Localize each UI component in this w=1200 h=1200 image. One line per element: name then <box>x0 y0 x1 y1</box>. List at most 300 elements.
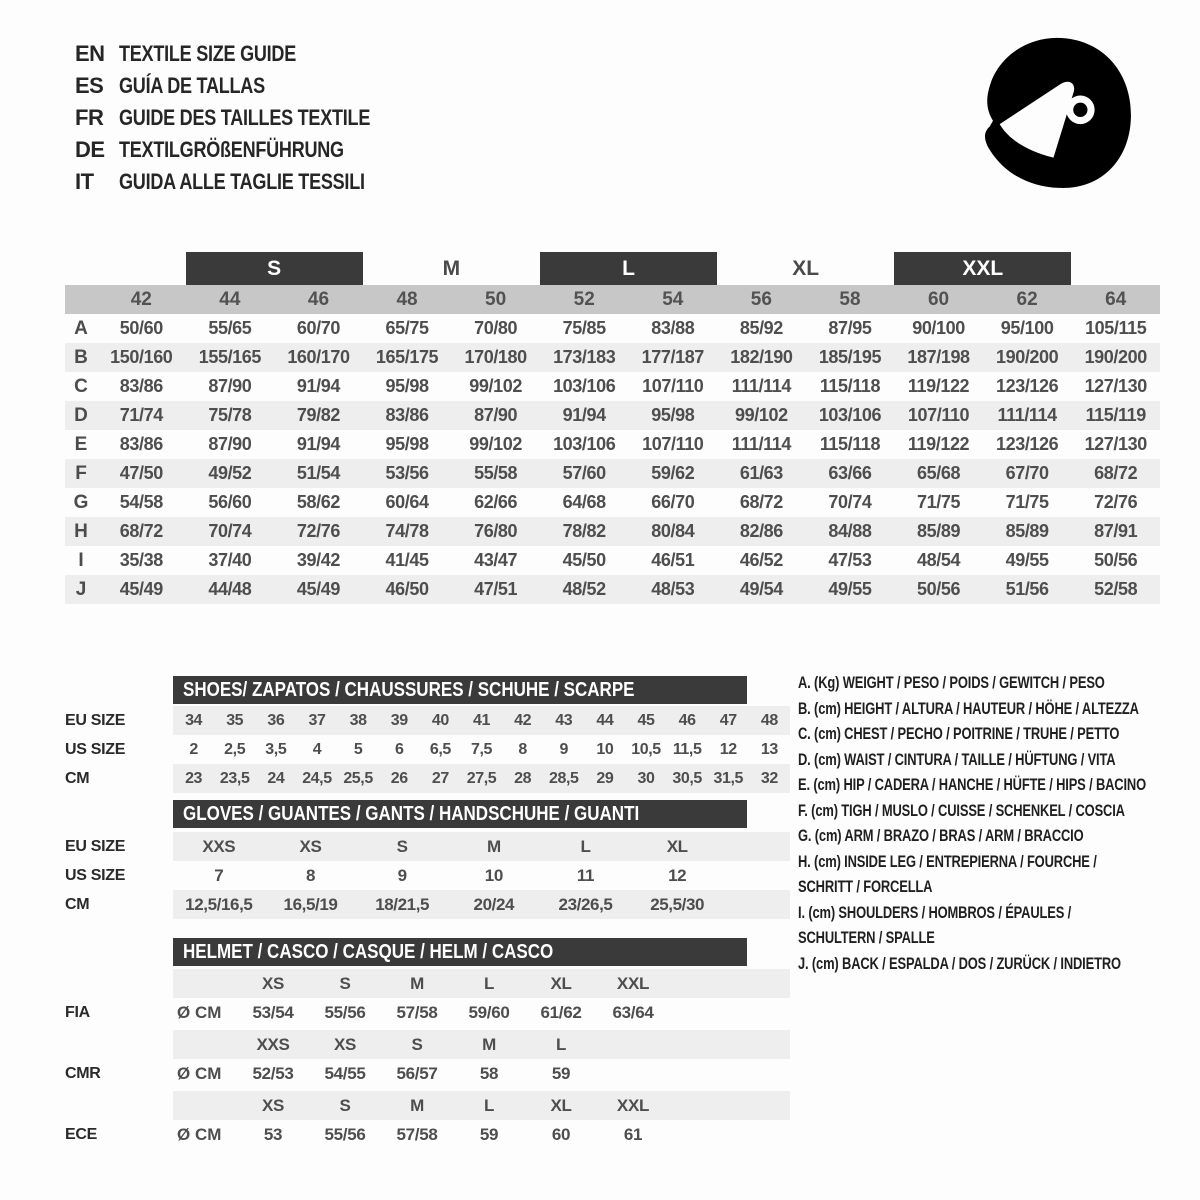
glove-us-size: 8 <box>305 865 316 885</box>
helmet-size-header: M <box>482 1034 496 1054</box>
measurement-value: 87/90 <box>208 434 252 454</box>
diameter-cm-label: Ø CM <box>177 1063 222 1083</box>
measurement-value: 46/51 <box>651 550 695 570</box>
helmet-size-table <box>65 938 790 1152</box>
us-size-label: US SIZE <box>65 740 126 758</box>
glove-eu-size: XS <box>299 836 322 856</box>
measurement-value: 91/94 <box>296 434 340 454</box>
legend-line: SCHRITT / FORCELLA <box>798 877 933 896</box>
measurement-value: 87/91 <box>1094 521 1138 541</box>
helmet-diameter-value: 57/58 <box>396 1002 438 1022</box>
shoe-cm-size: 28 <box>514 769 532 787</box>
size-column-header: 60 <box>927 288 950 310</box>
shoes-table-header <box>173 676 747 704</box>
legend-line: B. (cm) HEIGHT / ALTURA / HAUTEUR / HÖHE / ALTEZZA <box>798 698 1139 718</box>
measurement-value: 70/80 <box>474 318 518 338</box>
helmet-value-row <box>65 998 790 1027</box>
language-code: EN <box>75 41 105 66</box>
legend-line: F. (cm) TIGH / MUSLO / CUISSE / SCHENKEL / COSCIA <box>798 800 1125 820</box>
legend-line: A. (Kg) WEIGHT / PESO / POIDS / GEWITCH / PESO <box>798 673 1105 692</box>
helmet-standard-label: ECE <box>65 1125 97 1143</box>
measurement-value: 83/86 <box>385 405 429 425</box>
measurement-value: 46/50 <box>385 579 429 599</box>
shoes-table-title: SHOES/ ZAPATOS / CHAUSSURES / SCHUHE / SCARPE <box>183 678 635 701</box>
measurement-value: 187/198 <box>907 347 970 367</box>
language-code: FR <box>75 105 104 130</box>
measurement-value: 47/50 <box>119 463 163 483</box>
measurement-value: 87/95 <box>828 318 872 338</box>
shoe-eu-size: 36 <box>267 711 285 729</box>
glove-cm-size: 20/24 <box>473 894 515 914</box>
language-title-row <box>75 70 425 102</box>
helmet-diameter-value: 56/57 <box>396 1063 438 1083</box>
legend-item <box>798 900 1178 951</box>
helmet-size-header: M <box>410 973 424 993</box>
legend-line: SCHULTERN / SPALLE <box>798 928 935 947</box>
size-column-header: 54 <box>662 288 684 310</box>
measurement-value: 91/94 <box>296 376 340 396</box>
glove-cm-size: 25,5/30 <box>650 894 705 914</box>
measurement-value: 91/94 <box>562 405 606 425</box>
measurement-value: 43/47 <box>474 550 518 570</box>
measurement-value: 48/53 <box>651 579 695 599</box>
helmet-diameter-value: 53/54 <box>252 1002 294 1022</box>
measurement-value: 82/86 <box>739 521 783 541</box>
gloves-table-title: GLOVES / GUANTES / GANTS / HANDSCHUHE / GUANTI <box>183 802 640 825</box>
measurement-value: 76/80 <box>474 521 518 541</box>
measurement-value: 127/130 <box>1084 376 1147 396</box>
shoe-cm-size: 24,5 <box>302 769 332 787</box>
measurement-row <box>65 372 1160 401</box>
shoe-cm-size: 31,5 <box>713 769 744 787</box>
legend-item <box>798 670 1178 696</box>
measurement-value: 87/90 <box>474 405 518 425</box>
measurement-value: 60/70 <box>296 318 340 338</box>
measurement-value: 64/68 <box>562 492 606 512</box>
shoe-us-size: 13 <box>760 740 778 758</box>
measurement-value: 55/58 <box>474 463 518 483</box>
measurement-value: 79/82 <box>296 405 340 425</box>
measurement-value: 155/165 <box>198 347 261 367</box>
glove-us-size: 10 <box>484 865 503 885</box>
measurement-value: 111/114 <box>997 405 1057 425</box>
measurement-value: 72/76 <box>1094 492 1138 512</box>
helmet-size-row <box>65 969 790 998</box>
measurement-value: 57/60 <box>562 463 606 483</box>
shoe-us-size: 2,5 <box>224 740 246 758</box>
helmet-size-header: XS <box>261 1095 285 1115</box>
measurement-value: 160/170 <box>287 347 350 367</box>
shoe-eu-size: 45 <box>637 711 655 729</box>
measurement-value: 90/100 <box>912 318 965 338</box>
helmet-diameter-value: 55/56 <box>324 1124 366 1144</box>
size-column-header: 48 <box>396 288 418 310</box>
shoe-cm-size: 27,5 <box>466 769 497 787</box>
empty-unit-cell <box>173 969 237 998</box>
gloves-table-header <box>173 800 747 828</box>
shoe-eu-size: 41 <box>472 711 490 729</box>
size-band-xl: XL <box>792 256 820 280</box>
helmet-size-header: XS <box>261 973 285 993</box>
cm-label: CM <box>65 895 90 913</box>
helmet-diameter-value: 59 <box>479 1124 499 1144</box>
diameter-cm-label: Ø CM <box>177 1124 222 1144</box>
legend-line: H. (cm) INSIDE LEG / ENTREPIERNA / FOURCHE / <box>798 851 1097 871</box>
measurement-value: 83/88 <box>651 318 695 338</box>
legend-item <box>798 849 1178 900</box>
measurement-value: 50/56 <box>1094 550 1138 570</box>
measurement-value: 99/102 <box>469 434 522 454</box>
measurement-value: 87/90 <box>208 376 252 396</box>
measurement-value: 95/100 <box>1000 318 1054 338</box>
helmet-diameter-value: 54/55 <box>324 1063 366 1083</box>
measurement-value: 85/92 <box>739 318 783 338</box>
measurement-row <box>65 488 1160 517</box>
glove-cm-size: 12,5/16,5 <box>185 894 253 914</box>
helmet-size-header: S <box>411 1034 423 1054</box>
size-column-header: 52 <box>573 288 595 310</box>
size-column-header: 46 <box>307 288 330 310</box>
measurement-letter: B <box>74 346 88 368</box>
measurement-letter: I <box>78 549 84 571</box>
helmet-size-header: XL <box>550 1095 572 1115</box>
shoe-us-size: 2 <box>189 740 198 758</box>
measurement-value: 177/187 <box>641 347 704 367</box>
shoe-eu-size: 46 <box>678 711 696 729</box>
helmet-size-header: XXL <box>616 1095 650 1115</box>
shoe-us-size: 9 <box>559 740 568 758</box>
legend-item <box>798 696 1178 722</box>
measurement-value: 72/76 <box>296 521 340 541</box>
measurement-value: 107/110 <box>642 376 704 396</box>
helmet-size-row <box>65 1091 790 1120</box>
glove-eu-size: M <box>486 836 501 856</box>
size-band-s: S <box>186 252 363 285</box>
measurement-value: 119/122 <box>907 376 970 396</box>
helmet-table-header <box>173 938 747 966</box>
language-code: DE <box>75 137 105 162</box>
shoe-cm-size: 23,5 <box>219 769 250 787</box>
size-column-header: 58 <box>839 288 861 310</box>
gloves-cm-row <box>65 890 790 919</box>
helmet-size-header: L <box>483 1095 495 1115</box>
shoe-eu-size: 34 <box>185 711 203 729</box>
measurement-value: 170/180 <box>464 347 527 367</box>
number-band-spacer <box>65 285 97 314</box>
language-title-row <box>75 134 425 166</box>
measurement-value: 51/56 <box>1005 579 1049 599</box>
measurement-value: 53/56 <box>385 463 429 483</box>
helmet-standard-label: CMR <box>65 1064 101 1082</box>
language-title-row <box>75 102 425 134</box>
shoe-us-size: 12 <box>719 740 737 758</box>
empty-label <box>65 1091 173 1120</box>
helmet-size-header: XXS <box>256 1034 290 1054</box>
measurement-value: 71/75 <box>1005 492 1049 512</box>
shoes-eu-row <box>65 706 790 735</box>
measurement-value: 39/42 <box>296 550 340 570</box>
measurement-value: 107/110 <box>642 434 704 454</box>
diameter-cm-label: Ø CM <box>177 1002 222 1022</box>
measurement-value: 107/110 <box>907 405 970 425</box>
size-column-header: 56 <box>750 288 772 310</box>
shoe-us-size: 10 <box>596 740 614 758</box>
legend-item <box>798 823 1178 849</box>
measurement-value: 49/55 <box>1005 550 1049 570</box>
measurement-value: 190/200 <box>1084 347 1147 367</box>
shoe-cm-size: 30,5 <box>672 769 702 787</box>
measurement-value: 61/63 <box>739 463 783 483</box>
glove-us-size: 9 <box>397 865 407 885</box>
measurement-value: 83/86 <box>119 434 163 454</box>
guide-title: GUIDE DES TAILLES TEXTILE <box>119 105 371 130</box>
legend-line: C. (cm) CHEST / PECHO / POITRINE / TRUHE / PETTO <box>798 724 1120 743</box>
language-code: ES <box>75 73 104 98</box>
measurement-value: 48/54 <box>917 550 961 570</box>
helmet-size-header: S <box>339 1095 351 1115</box>
measurement-value: 45/50 <box>562 550 606 570</box>
helmet-standard-block <box>65 1091 790 1149</box>
measurement-value: 70/74 <box>828 492 872 512</box>
measurement-row <box>65 459 1160 488</box>
helmet-size-header: L <box>555 1034 567 1054</box>
glove-cm-size: 16,5/19 <box>283 894 338 914</box>
shoe-us-size: 3,5 <box>265 740 287 758</box>
measurement-legend <box>798 670 1178 976</box>
measurement-value: 127/130 <box>1084 434 1147 454</box>
measurement-value: 123/126 <box>995 434 1059 454</box>
size-band-row <box>65 252 1160 285</box>
shoe-eu-size: 42 <box>514 711 532 729</box>
measurement-value: 68/72 <box>739 492 783 512</box>
measurement-letter: F <box>75 462 87 484</box>
size-column-header: 62 <box>1016 288 1038 310</box>
shoe-eu-size: 44 <box>596 711 614 729</box>
measurement-value: 123/126 <box>995 376 1059 396</box>
size-column-header: 64 <box>1105 288 1127 310</box>
legend-item <box>798 798 1178 824</box>
shoe-eu-size: 48 <box>760 711 778 729</box>
measurement-row <box>65 546 1160 575</box>
shoe-cm-size: 26 <box>390 769 408 787</box>
shoe-cm-size: 24 <box>267 769 285 787</box>
shoe-cm-size: 27 <box>431 769 449 787</box>
size-column-header: 42 <box>130 288 152 310</box>
helmet-diameter-value: 53 <box>263 1124 283 1144</box>
cm-label: CM <box>65 769 90 787</box>
measurement-value: 173/183 <box>553 347 616 367</box>
measurement-value: 78/82 <box>562 521 606 541</box>
helmet-standard-block <box>65 1030 790 1088</box>
helmet-table-title: HELMET / CASCO / CASQUE / HELM / CASCO <box>183 940 554 963</box>
measurement-value: 165/175 <box>375 347 439 367</box>
size-column-header: 44 <box>219 288 241 310</box>
size-column-header: 50 <box>485 288 507 310</box>
measurement-value: 65/75 <box>385 318 429 338</box>
measurement-row <box>65 401 1160 430</box>
shoes-us-row <box>65 735 790 764</box>
measurement-value: 95/98 <box>385 434 429 454</box>
glove-us-size: 11 <box>576 865 595 885</box>
helmet-size-row <box>65 1030 790 1059</box>
helmet-size-header: S <box>339 973 351 993</box>
measurement-value: 45/49 <box>296 579 340 599</box>
eu-size-label: EU SIZE <box>65 711 126 729</box>
measurement-row <box>65 575 1160 604</box>
measurement-value: 45/49 <box>119 579 163 599</box>
size-band-m: M <box>442 256 461 280</box>
legend-line: I. (cm) SHOULDERS / HOMBROS / ÉPAULES / <box>798 902 1072 922</box>
helmet-diameter-value: 61/62 <box>540 1002 582 1022</box>
shoe-eu-size: 39 <box>390 711 408 729</box>
empty-unit-cell <box>173 1030 237 1059</box>
helmet-diameter-value: 57/58 <box>396 1124 438 1144</box>
helmet-diameter-value: 63/64 <box>612 1002 654 1022</box>
measurement-letter: E <box>74 433 88 455</box>
language-title-row <box>75 166 425 198</box>
measurement-value: 185/195 <box>818 347 882 367</box>
helmet-size-header: XXL <box>616 973 650 993</box>
shoe-cm-size: 30 <box>637 769 655 787</box>
guide-title: TEXTILGRÖßENFÜHRUNG <box>119 137 344 162</box>
helmet-size-header: M <box>410 1095 424 1115</box>
measurement-value: 84/88 <box>828 521 872 541</box>
glove-cm-size: 23/26,5 <box>558 894 613 914</box>
gloves-eu-row <box>65 832 790 861</box>
shoe-cm-size: 25,5 <box>343 769 373 787</box>
helmet-value-row <box>65 1120 790 1149</box>
measurement-value: 85/89 <box>1005 521 1049 541</box>
measurement-value: 59/62 <box>651 463 695 483</box>
helmet-diameter-value: 59 <box>551 1063 571 1083</box>
measurement-value: 58/62 <box>296 492 340 512</box>
legend-item <box>798 772 1178 798</box>
measurement-letter: H <box>74 520 88 542</box>
eu-size-label: EU SIZE <box>65 837 126 855</box>
measurement-row <box>65 314 1160 343</box>
legend-item <box>798 747 1178 773</box>
measurement-value: 103/106 <box>818 405 882 425</box>
measurement-value: 54/58 <box>119 492 163 512</box>
glove-eu-size: S <box>396 836 408 856</box>
measurement-value: 55/65 <box>208 318 252 338</box>
helmet-standard-block <box>65 969 790 1027</box>
measurement-value: 103/106 <box>553 434 616 454</box>
measurement-value: 150/160 <box>110 347 173 367</box>
size-number-band <box>65 285 1160 314</box>
measurement-value: 70/74 <box>208 521 252 541</box>
glove-eu-size: XXS <box>202 836 236 856</box>
empty-label <box>65 1030 173 1059</box>
measurement-row <box>65 517 1160 546</box>
us-size-label: US SIZE <box>65 866 126 884</box>
legend-line: E. (cm) HIP / CADERA / HANCHE / HÜFTE / HIPS / BACINO <box>798 775 1146 794</box>
helmet-standard-sections <box>65 969 790 1149</box>
glove-cm-size: 18/21,5 <box>375 894 430 914</box>
measurement-value: 111/114 <box>731 434 792 454</box>
helmet-size-header: XS <box>333 1034 357 1054</box>
measurement-value: 103/106 <box>553 376 616 396</box>
measurement-value: 80/84 <box>651 521 695 541</box>
measurement-value: 85/89 <box>917 521 961 541</box>
measurement-value: 68/72 <box>1094 463 1138 483</box>
shoe-us-size: 5 <box>353 740 363 758</box>
shoe-eu-size: 38 <box>349 711 367 729</box>
measurement-value: 182/190 <box>730 347 793 367</box>
shoe-eu-size: 35 <box>226 711 244 729</box>
measurement-letter: G <box>73 491 89 513</box>
measurement-value: 50/60 <box>119 318 163 338</box>
guide-title: GUÍA DE TALLAS <box>119 73 265 98</box>
measurement-value: 49/54 <box>739 579 783 599</box>
empty-label <box>65 969 173 998</box>
measurement-value: 44/48 <box>208 579 252 599</box>
measurement-value: 67/70 <box>1005 463 1049 483</box>
measurement-value: 50/56 <box>917 579 961 599</box>
measurement-letter: A <box>74 317 88 339</box>
glove-eu-size: L <box>580 836 591 856</box>
measurement-value: 111/114 <box>731 376 792 396</box>
measurement-value: 41/45 <box>385 550 429 570</box>
measurement-value: 75/78 <box>208 405 252 425</box>
measurement-value: 95/98 <box>385 376 429 396</box>
helmet-diameter-value: 61 <box>623 1124 643 1144</box>
legend-line: J. (cm) BACK / ESPALDA / DOS / ZURÜCK / INDIETRO <box>798 953 1121 973</box>
measurement-value: 74/78 <box>385 521 429 541</box>
gloves-us-row <box>65 861 790 890</box>
glove-us-size: 7 <box>214 865 224 885</box>
measurement-value: 115/118 <box>819 376 881 396</box>
measurement-value: 99/102 <box>735 405 788 425</box>
language-title-list <box>75 38 425 198</box>
shoe-us-size: 7,5 <box>470 740 493 758</box>
measurement-value: 51/54 <box>296 463 340 483</box>
measurement-value: 115/119 <box>1085 405 1146 425</box>
size-band-xxl: XXL <box>894 252 1071 285</box>
measurement-value: 105/115 <box>1085 318 1147 338</box>
measurement-value: 56/60 <box>208 492 252 512</box>
measurement-row <box>65 343 1160 372</box>
helmet-size-header: L <box>483 973 495 993</box>
glove-us-size: 12 <box>668 865 687 885</box>
measurement-value: 47/53 <box>828 550 872 570</box>
shoe-us-size: 4 <box>312 740 322 758</box>
guide-title: GUIDA ALLE TAGLIE TESSILI <box>119 169 365 194</box>
shoe-us-size: 8 <box>518 740 527 758</box>
shoe-cm-size: 23 <box>185 769 203 787</box>
measurement-value: 46/52 <box>739 550 783 570</box>
measurement-value: 75/85 <box>562 318 606 338</box>
shoe-cm-size: 29 <box>596 769 614 787</box>
shoe-eu-size: 37 <box>308 711 326 729</box>
language-title-row <box>75 38 425 70</box>
measurement-row <box>65 430 1160 459</box>
measurement-value: 68/72 <box>119 521 163 541</box>
measurement-value: 190/200 <box>995 347 1059 367</box>
measurement-value: 66/70 <box>651 492 695 512</box>
measurement-value: 52/58 <box>1094 579 1138 599</box>
helmet-standard-label: FIA <box>65 1003 90 1021</box>
measurement-value: 115/118 <box>819 434 881 454</box>
measurement-value: 49/52 <box>208 463 252 483</box>
shoes-size-table <box>65 676 790 793</box>
measurement-value: 60/64 <box>385 492 429 512</box>
gloves-size-table <box>65 800 790 919</box>
legend-line: G. (cm) ARM / BRAZO / BRAS / ARM / BRACCIO <box>798 826 1084 845</box>
helmet-value-row <box>65 1059 790 1088</box>
legend-item <box>798 721 1178 747</box>
measurement-rows <box>65 314 1160 604</box>
